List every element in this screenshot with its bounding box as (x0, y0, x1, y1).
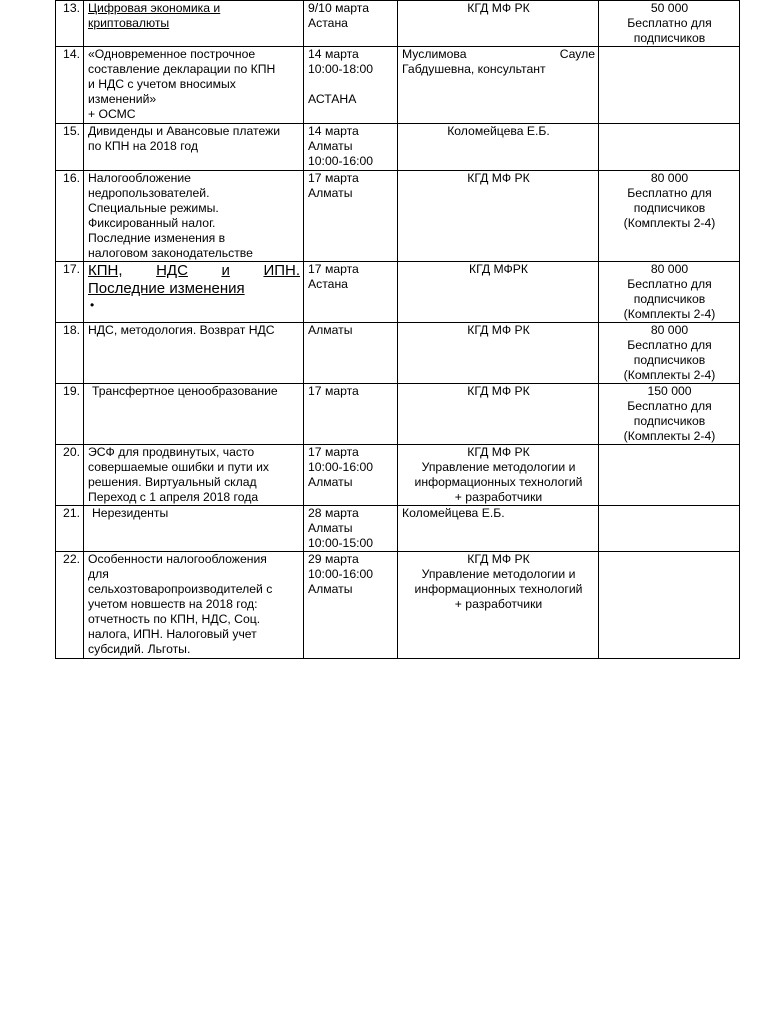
seminar-date: 17 марта (304, 384, 398, 445)
seminar-date: 14 марта 10:00-18:00 АСТАНА (304, 47, 398, 124)
seminar-price: 50 000 Бесплатно для подписчиков (599, 1, 740, 47)
seminar-schedule-table (55, 0, 740, 659)
row-number: 18. (56, 323, 84, 384)
seminar-title: Цифровая экономика и криптовалюты (84, 1, 304, 47)
seminar-price: 80 000 Бесплатно для подписчиков (Комплекты 2-4) (599, 323, 740, 384)
seminar-price (599, 552, 740, 659)
row-number: 13. (56, 1, 84, 47)
seminar-lecturer: Коломейцева Е.Б. (398, 124, 599, 171)
row-number: 21. (56, 506, 84, 552)
seminar-date: 17 марта 10:00-16:00 Алматы (304, 445, 398, 506)
seminar-title: НДС, методология. Возврат НДС (84, 323, 304, 384)
table-row (56, 262, 740, 323)
seminar-price: 80 000 Бесплатно для подписчиков (Комплекты 2-4) (599, 171, 740, 262)
seminar-price (599, 124, 740, 171)
seminar-title: Особенности налогообложения для сельхозтоваропроизводителей с учетом новшеств на 2018 год: отчетность по КПН, НДС, Соц. налога, ИПН. Налоговый учет субсидий. Льготы. (84, 552, 304, 659)
seminar-title: Трансфертное ценообразование (84, 384, 304, 445)
seminar-price (599, 506, 740, 552)
row-number: 17. (56, 262, 84, 323)
seminar-title: Налогообложение недропользователей. Специальные режимы. Фиксированный налог. Последние изменения в налоговом законодательстве (84, 171, 304, 262)
seminar-price (599, 47, 740, 124)
table-row (56, 1, 740, 47)
seminar-title: «Одновременное построчное составление декларации по КПН и НДС с учетом вносимых изменений» + ОСМС (84, 47, 304, 124)
seminar-lecturer: КГД МФ РК (398, 1, 599, 47)
seminar-lecturer: КГД МФ РК Управление методологии и информационных технологий + разработчики (398, 552, 599, 659)
seminar-lecturer: Муслимова Сауле Габдушевна, консультант (398, 47, 599, 124)
seminar-title: Нерезиденты (84, 506, 304, 552)
seminar-price (599, 445, 740, 506)
seminar-date: 14 марта Алматы 10:00-16:00 (304, 124, 398, 171)
row-number: 16. (56, 171, 84, 262)
table-row (56, 506, 740, 552)
seminar-date: 29 марта 10:00-16:00 Алматы (304, 552, 398, 659)
table-row (56, 445, 740, 506)
row-number: 14. (56, 47, 84, 124)
seminar-title: КПН, НДС и ИПН. Последние изменения • (84, 262, 304, 323)
table-row (56, 384, 740, 445)
seminar-lecturer: КГД МФ РК (398, 384, 599, 445)
row-number: 20. (56, 445, 84, 506)
seminar-lecturer: КГД МФ РК Управление методологии и информационных технологий + разработчики (398, 445, 599, 506)
seminar-lecturer: КГД МФ РК (398, 171, 599, 262)
row-number: 19. (56, 384, 84, 445)
seminar-date: 17 марта Астана (304, 262, 398, 323)
seminar-date: 28 марта Алматы 10:00-15:00 (304, 506, 398, 552)
seminar-price: 80 000 Бесплатно для подписчиков (Комплекты 2-4) (599, 262, 740, 323)
table-row (56, 323, 740, 384)
row-number: 22. (56, 552, 84, 659)
row-number: 15. (56, 124, 84, 171)
table-row (56, 124, 740, 171)
table-row (56, 171, 740, 262)
seminar-date: 9/10 марта Астана (304, 1, 398, 47)
seminar-title: Дивиденды и Авансовые платежи по КПН на 2018 год (84, 124, 304, 171)
table-row (56, 552, 740, 659)
seminar-price: 150 000 Бесплатно для подписчиков (Комплекты 2-4) (599, 384, 740, 445)
seminar-title: ЭСФ для продвинутых, часто совершаемые ошибки и пути их решения. Виртуальный склад Переход с 1 апреля 2018 года (84, 445, 304, 506)
seminar-date: Алматы (304, 323, 398, 384)
seminar-date: 17 марта Алматы (304, 171, 398, 262)
seminar-lecturer: КГД МФ РК (398, 323, 599, 384)
seminar-lecturer: КГД МФРК (398, 262, 599, 323)
seminar-lecturer: Коломейцева Е.Б. (398, 506, 599, 552)
table-row (56, 47, 740, 124)
